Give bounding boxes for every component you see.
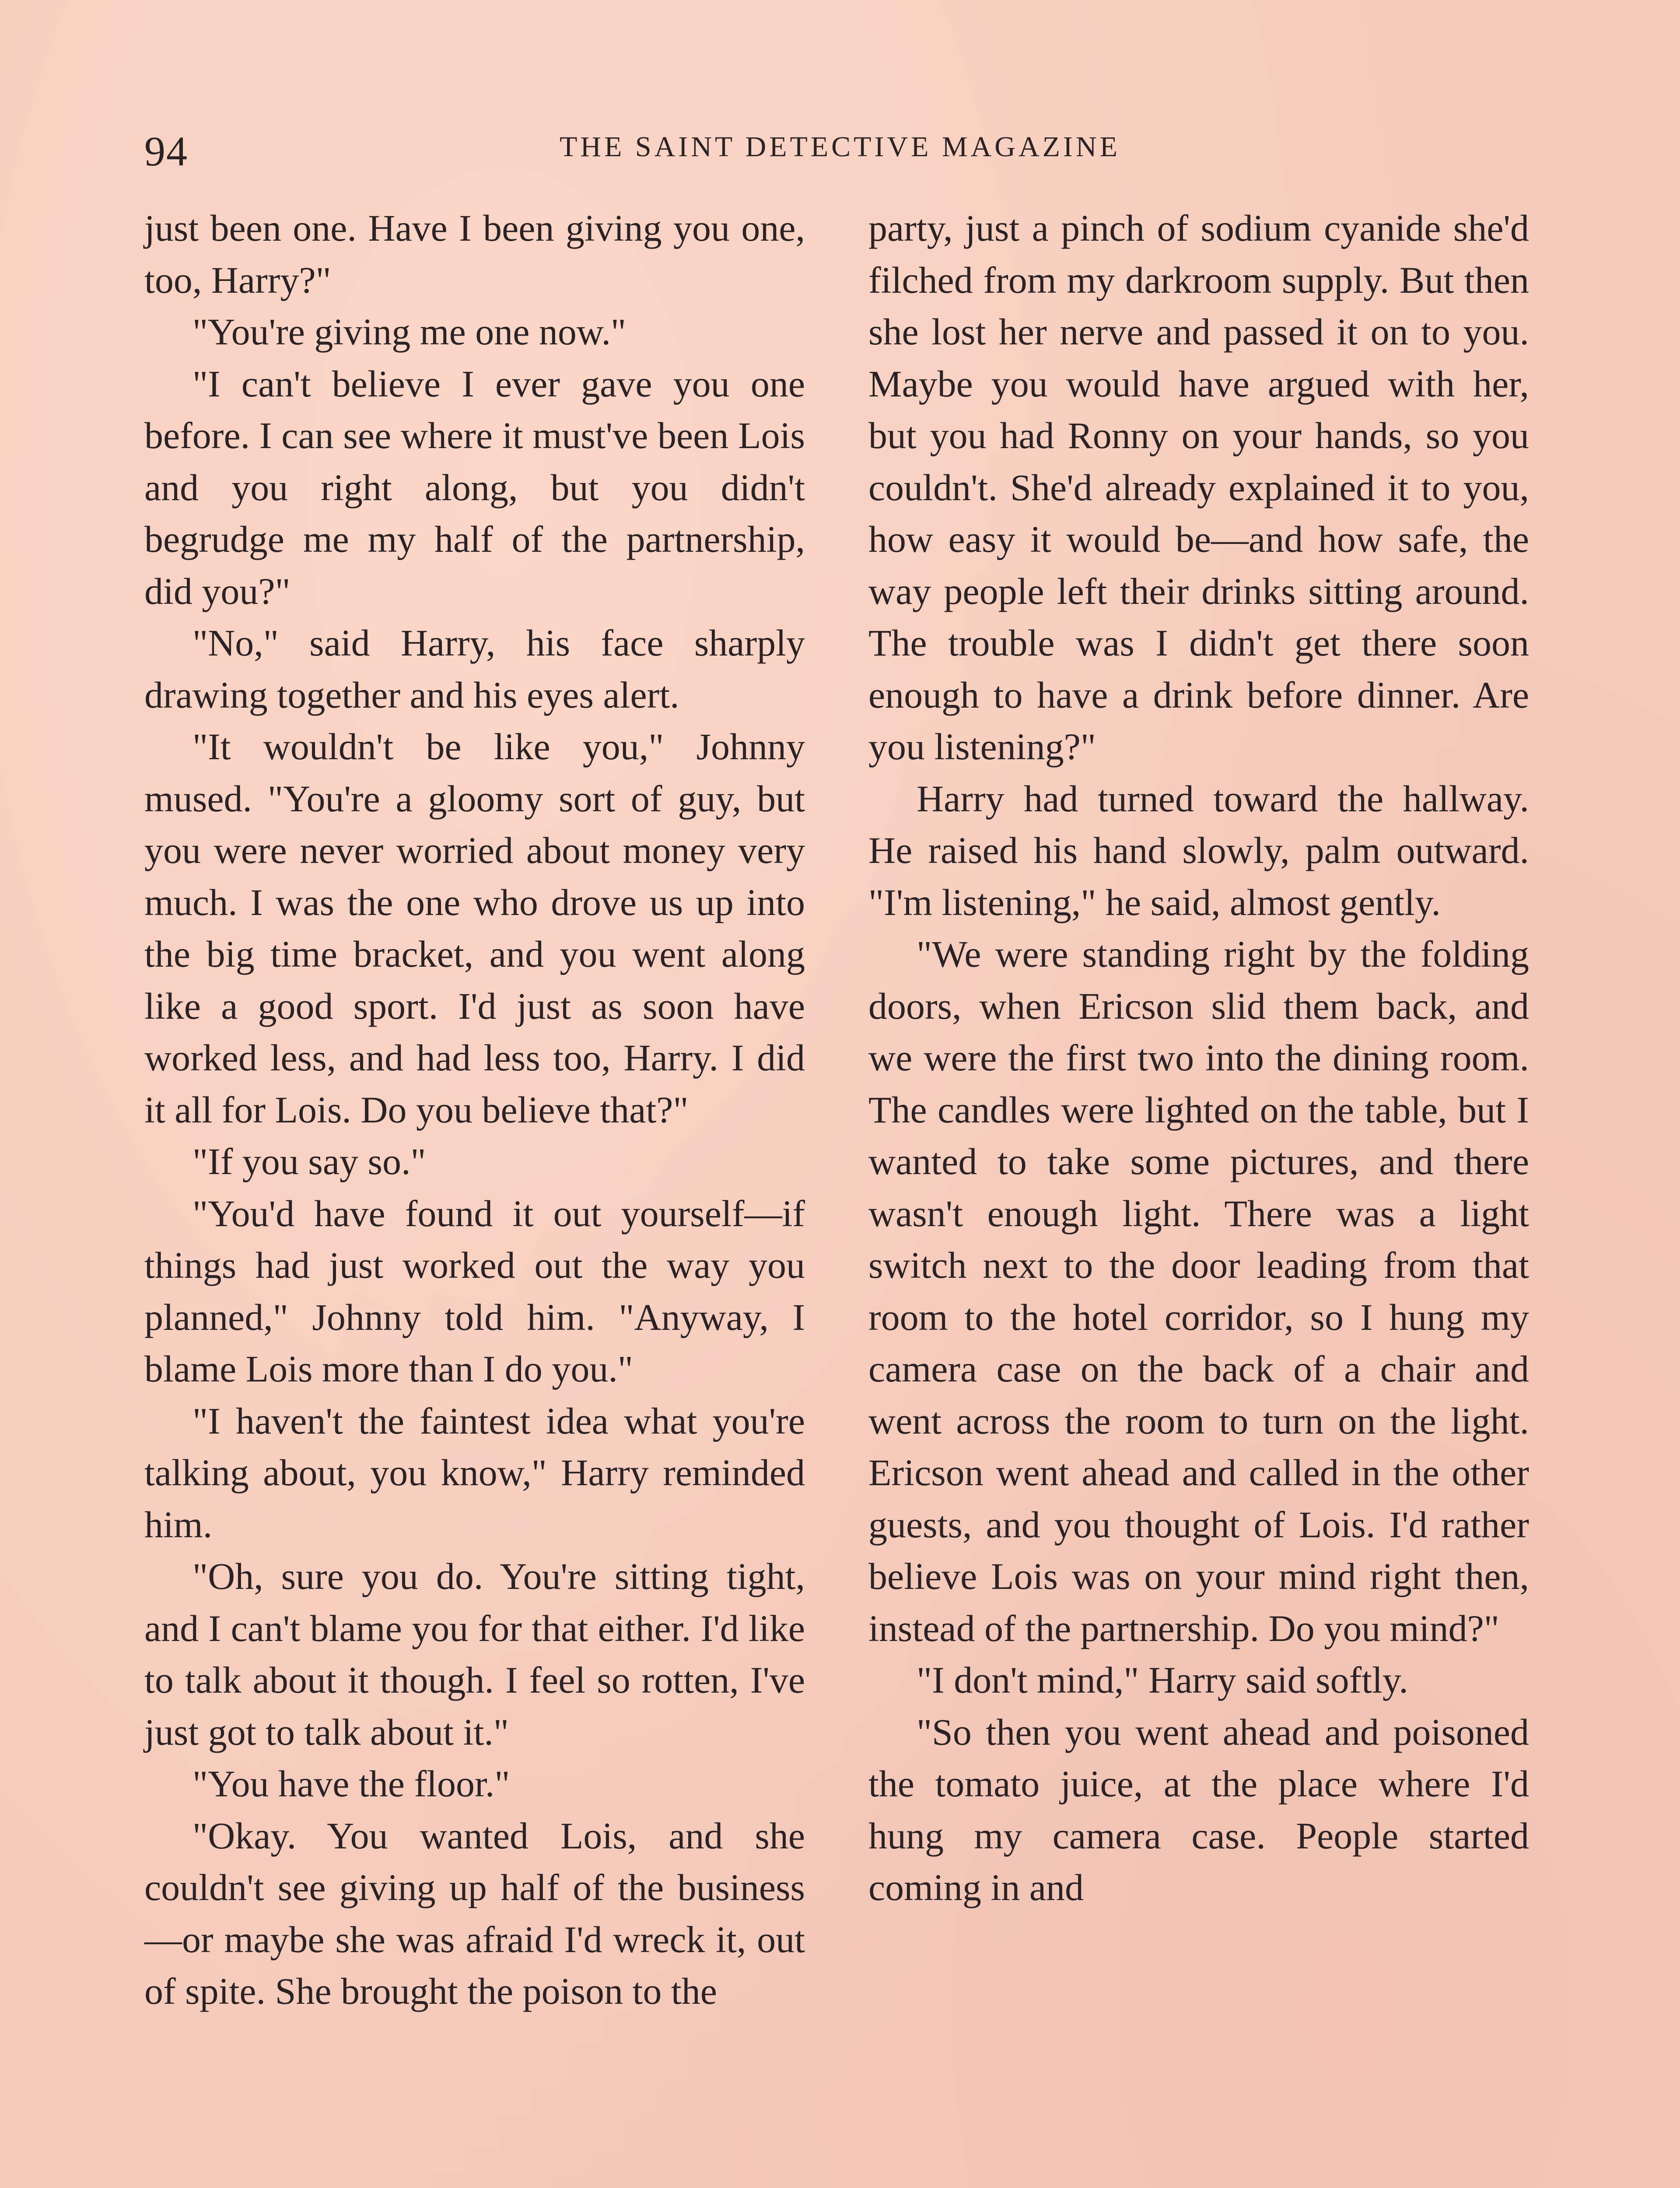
paragraph: "Oh, sure you do. You're sitting tight, and I can't blame you for that either. I'd like to talk about it though. I feel so rotten, I've just got to talk about it." (144, 1555, 805, 1753)
paragraph: just been one. Have I been giving you one, too, Harry?" (144, 207, 805, 301)
paragraph: "No," said Harry, his face sharply drawing together and his eyes alert. (144, 622, 805, 716)
paragraph: "You're giving me one now." (192, 311, 626, 353)
running-head: THE SAINT DETECTIVE MAGAZINE (560, 131, 1120, 163)
paragraph: "It wouldn't be like you," Johnny mused. "You're a gloomy sort of guy, but you were never worried about money very much. I was the one who drove us up into the big time bracket, and you went along like a good sport. I'd just as soon have worked less, and had less too, Harry. I did it all for Lois. Do you believe that?" (144, 726, 805, 1131)
paragraph: party, just a pinch of sodium cyanide she'd filched from my darkroom supply. But then she lost her nerve and passed it on to you. Maybe you would have argued with her, but you had Ronny on your hands, so you couldn't. She'd already explained it to you, how easy it would be—and how safe, the way people left their drinks sitting around. The trouble was I didn't get there soon enough to have a drink before dinner. Are you listening?" (868, 207, 1529, 768)
right-column (868, 202, 1529, 1914)
paragraph: "You have the floor." (192, 1763, 510, 1805)
paragraph: "I don't mind," Harry said softly. (917, 1659, 1408, 1701)
paragraph: "We were standing right by the folding doors, when Ericson slid them back, and we were the first two into the dining room. The candles were lighted on the table, but I wanted to take some pictures, and there wasn't enough light. There was a light switch next to the door leading from that room to the hotel corridor, so I hung my camera case on the back of a chair and went across the room to turn on the light. Ericson went ahead and called in the other guests, and you thought of Lois. I'd rather believe Lois was on your mind right then, instead of the partnership. Do you mind?" (868, 933, 1529, 1649)
paragraph: "You'd have found it out yourself—if things had just worked out the way you planned," Johnny told him. "Anyway, I blame Lois more than I do you." (144, 1192, 805, 1390)
page-number: 94 (144, 128, 188, 175)
paragraph: "If you say so." (192, 1140, 426, 1182)
paragraph: Harry had turned toward the hallway. He raised his hand slowly, palm outward. "I'm listening," he said, almost gently. (868, 777, 1529, 923)
paragraph: "I haven't the faintest idea what you're talking about, you know," Harry reminded him. (144, 1399, 805, 1546)
left-column (144, 202, 805, 2017)
paragraph: "So then you went ahead and poisoned the tomato juice, at the place where I'd hung my camera case. People started coming in and (868, 1711, 1529, 1908)
paragraph: "Okay. You wanted Lois, and she couldn't see giving up half of the business—or maybe she was afraid I'd wreck it, out of spite. She brought the poison to the (144, 1814, 805, 2012)
paragraph: "I can't believe I ever gave you one before. I can see where it must've been Lois and you right along, but you didn't begrudge me my half of the partnership, did you?" (144, 362, 805, 612)
page-header (144, 127, 1536, 179)
